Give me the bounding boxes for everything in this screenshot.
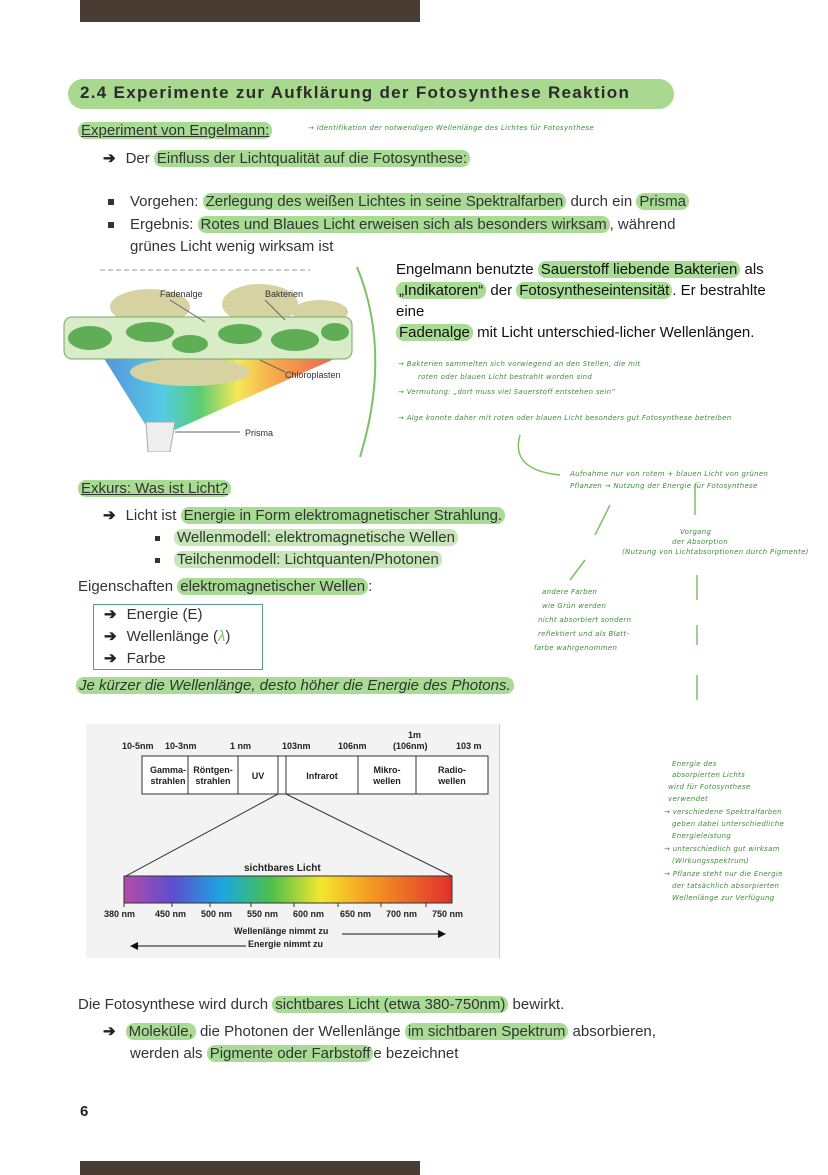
nm-label-550: 550 nm — [247, 909, 279, 919]
band-roentgen: Röntgen- strahlen — [193, 765, 233, 786]
hw-note-1: → Bakterien sammelten sich vorwiegend an den Stellen, die mit — [398, 360, 641, 368]
topic-line: ➔ Der Einfluss der Lichtqualität auf die Fotosynthese: — [103, 149, 470, 167]
hw-note-4: → Alge konnte daher mit roten oder blauen Licht besonders gut Fotosynthese betreiben — [398, 414, 732, 422]
nm-label-600: 600 nm — [293, 909, 325, 919]
label-bakterien: Bakterien — [265, 289, 304, 299]
hw-note-2: roten oder blauen Licht bestrahlt worden sind — [418, 373, 593, 381]
hw-note-13: reflektiert und als Blatt- — [538, 630, 630, 638]
property-wavelength: ➔ Wellenlänge (λ) — [104, 628, 231, 645]
spectrum-top-label-1: 10-5nm — [122, 741, 154, 751]
hw-note-15: Energie des — [672, 760, 717, 768]
page-number: 6 — [80, 1103, 89, 1120]
label-fadenalge: Fadenalge — [160, 289, 203, 299]
vorgehen-line: Vorgehen: Zerlegung des weißen Lichtes in seine Spektralfarben durch ein Prisma — [108, 193, 689, 210]
label-chloroplasten: Chloroplasten — [285, 370, 341, 380]
hw-note-26: Wellenlänge zur Verfügung — [672, 894, 775, 902]
bottom-decoration-bar — [80, 1161, 420, 1175]
spectrum-top-label-2: 10-3nm — [165, 741, 197, 751]
hw-note-10: andere Farben — [542, 588, 598, 596]
handwritten-bracket — [352, 262, 392, 462]
hw-note-24: → Pflanze steht nur die Energie — [664, 870, 783, 878]
engelmann-experiment-figure — [60, 262, 356, 452]
hw-note-14: farbe wahrgenommen — [534, 644, 618, 652]
property-color: ➔ Farbe — [104, 650, 166, 667]
experiment-label: Experiment von Engelmann: — [78, 122, 272, 139]
band-infrared: Infrarot — [306, 771, 338, 781]
nm-label-700: 700 nm — [386, 909, 418, 919]
energy-rule: Je kürzer die Wellenlänge, desto höher die Energie des Photons. — [76, 677, 514, 694]
spectrum-top-label-5: 106nm — [338, 741, 367, 751]
hw-note-8: der Absorption — [672, 538, 728, 546]
hw-note-11: wie Grün werden — [542, 602, 607, 610]
spectrum-label-1m: 1m — [408, 730, 422, 740]
pigment-line-2: werden als Pigmente oder Farbstoff e bezeichnet — [130, 1045, 459, 1062]
exkurs-definition: ➔ Licht ist Energie in Form elektromagnetischer Strahlung. — [103, 506, 505, 524]
section-heading: 2.4 Experimente zur Aufklärung der Fotosynthese Reaktion — [80, 83, 631, 102]
hw-note-16: absorpierten Lichts — [672, 771, 746, 779]
spectrum-top-label-4: 103nm — [282, 741, 311, 751]
photosynthesis-visible-light-line: Die Fotosynthese wird durch sichtbares Licht (etwa 380-750nm) bewirkt. — [78, 996, 565, 1013]
hw-note-22: → unterschiedlich gut wirksam — [664, 845, 780, 853]
hw-note-3: → Vermutung: „dort muss viel Sauerstoff entstehen sein“ — [398, 388, 616, 396]
spectrum-top-label-3: 1 nm — [230, 741, 252, 751]
hw-note-9: (Nutzung von Lichtabsorptionen durch Pigmente) — [622, 548, 809, 556]
hw-note-21: Energieleistung — [672, 832, 732, 840]
top-decoration-bar — [80, 0, 420, 22]
hw-note-7: Vorgang — [680, 528, 712, 536]
nm-label-650: 650 nm — [340, 909, 372, 919]
hw-note-18: verwendet — [668, 795, 708, 803]
properties-line: Eigenschaften elektromagnetischer Wellen : — [78, 578, 373, 595]
ergebnis-line: Ergebnis: Rotes und Blaues Licht erweisen sich als besonders wirksam , während — [108, 216, 675, 233]
nm-label-750: 750 nm — [432, 909, 464, 919]
pigment-line-1: ➔ Moleküle, die Photonen der Wellenlänge im sichtbaren Spektrum absorbieren, — [103, 1023, 656, 1040]
hw-note-6: Pflanzen → Nutzung der Energie für Fotosynthese — [570, 482, 758, 490]
visible-light-label: sichtbares Licht — [244, 863, 321, 874]
hw-note-20: geben dabei unterschiedliche — [672, 820, 785, 828]
band-microwave: Mikro- wellen — [373, 765, 401, 786]
band-radio: Radio- wellen — [438, 765, 466, 786]
nm-label-500: 500 nm — [201, 909, 233, 919]
band-uv: UV — [251, 771, 265, 781]
hw-note-19: → verschiedene Spektralfarben — [664, 808, 782, 816]
exkurs-bullet-wave: Wellenmodell: elektromagnetische Wellen — [155, 529, 458, 546]
wavelength-increases-label: Wellenlänge nimmt zu — [234, 926, 329, 936]
energy-increases-label: Energie nimmt zu — [248, 939, 324, 949]
spectrum-diagram — [86, 724, 499, 958]
nm-label-450: 450 nm — [155, 909, 187, 919]
spectrum-top-label-7: 103 m — [456, 741, 482, 751]
nm-label-380: 380 nm — [104, 909, 136, 919]
hw-note-23: (Wirkungsspektrum) — [672, 857, 749, 865]
ergebnis-line-2: grünes Licht wenig wirksam ist — [130, 238, 334, 255]
band-gamma: Gamma- strahlen — [149, 765, 186, 786]
label-prisma: Prisma — [245, 428, 274, 438]
exkurs-label: Exkurs: Was ist Licht? — [78, 480, 231, 497]
hw-note-25: der tatsächlich absorpierten — [672, 882, 780, 890]
hw-note-17: wird für Fotosynthese — [668, 783, 751, 791]
spectrum-top-label-6: (106nm) — [393, 741, 428, 751]
hw-note-5: Aufnahme nur von rotem + blauen Licht von grünen — [570, 470, 769, 478]
handwritten-note-identification: → Identifikation der notwendigen Wellenlänge des Lichtes für Fotosynthese — [308, 124, 595, 132]
property-energy: ➔ Energie (E) — [104, 606, 203, 623]
engelmann-description: Engelmann benutzte Sauerstoff liebende Bakterien als „Indikatoren“ der Fotosyntheseintensität . Er bestrahlte eine Fadenalge mit Licht unterschied-licher Wellenlängen. — [396, 261, 766, 341]
hw-note-12: nicht absorbiert sondern — [538, 616, 632, 624]
exkurs-bullet-particle: Teilchenmodell: Lichtquanten/Photonen — [155, 551, 442, 568]
